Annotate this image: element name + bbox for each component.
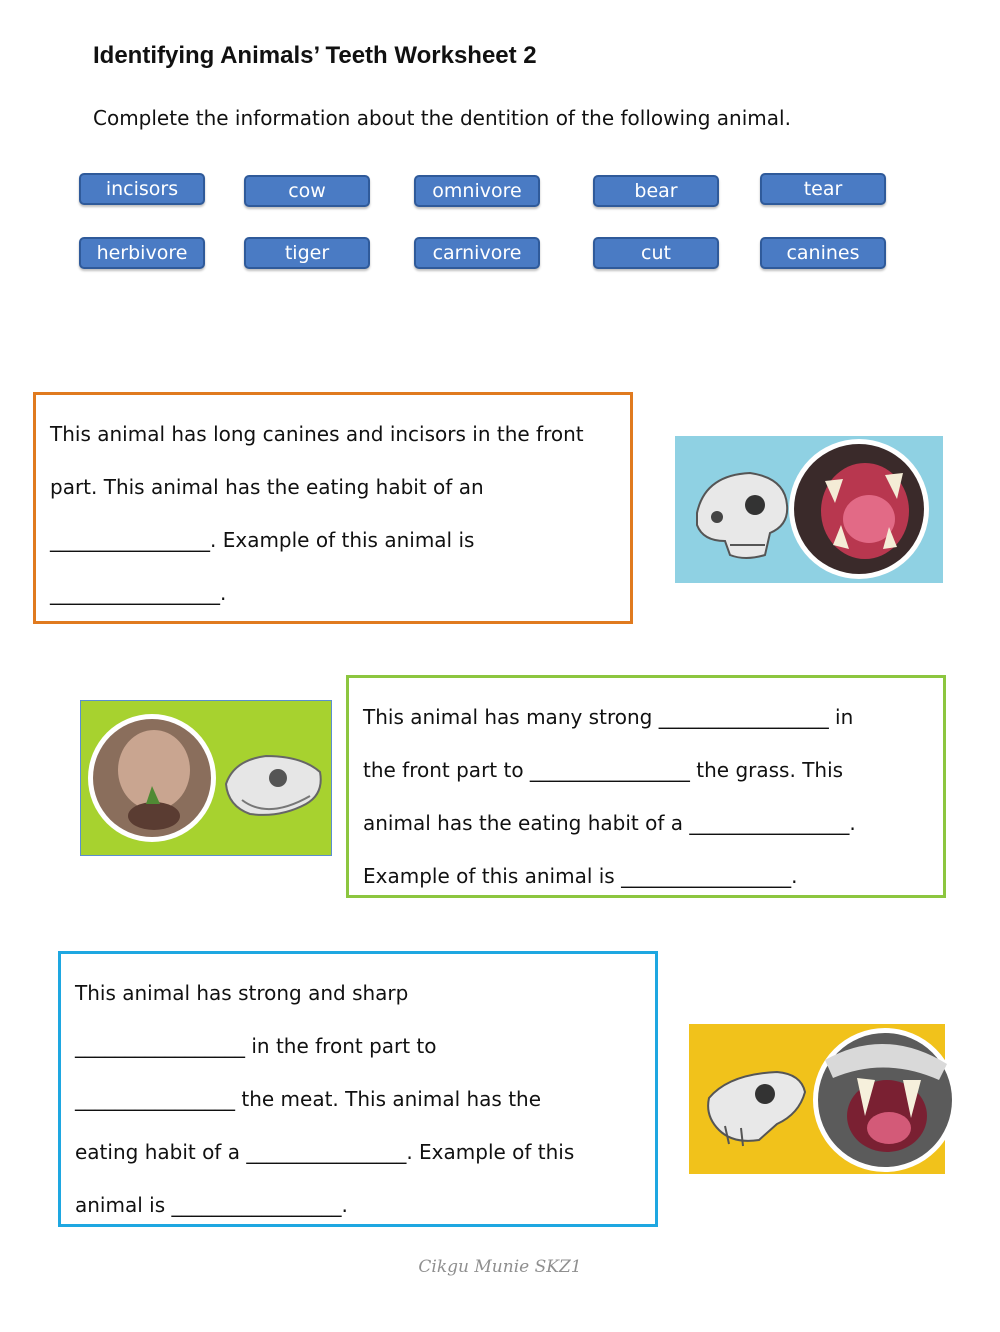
instruction-text: Complete the information about the dentition of the following animal.	[93, 106, 791, 130]
question-box-herbivore	[346, 675, 946, 898]
question-line: This animal has long canines and incisors in the front	[50, 422, 584, 446]
word-button-omnivore[interactable]: omnivore	[414, 175, 540, 207]
question-line[interactable]: animal has the eating habit of a ________________.	[363, 811, 856, 835]
question-box-carnivore	[58, 951, 658, 1227]
page-title: Identifying Animals’ Teeth Worksheet 2	[93, 42, 537, 69]
bear-teeth-image	[675, 433, 943, 583]
question-line[interactable]: eating habit of a ________________. Example of this	[75, 1140, 575, 1164]
word-button-tiger[interactable]: tiger	[244, 237, 370, 269]
question-line[interactable]: _________________.	[50, 581, 227, 605]
question-line[interactable]: This animal has many strong _________________ in	[363, 705, 854, 729]
cow-teeth-image	[80, 700, 332, 856]
question-line[interactable]: animal is _________________.	[75, 1193, 348, 1217]
word-button-carnivore[interactable]: carnivore	[414, 237, 540, 269]
question-line[interactable]: _________________ in the front part to	[75, 1034, 437, 1058]
question-line: This animal has strong and sharp	[75, 981, 409, 1005]
word-button-cow[interactable]: cow	[244, 175, 370, 207]
word-button-tear[interactable]: tear	[760, 173, 886, 205]
word-button-cut[interactable]: cut	[593, 237, 719, 269]
question-line[interactable]: the front part to ________________ the grass. This	[363, 758, 844, 782]
word-button-herbivore[interactable]: herbivore	[79, 237, 205, 269]
footer-credit: Cikgu Munie SKZ1	[418, 1257, 582, 1277]
question-line[interactable]: Example of this animal is _________________.	[363, 864, 798, 888]
question-line: part. This animal has the eating habit of an	[50, 475, 484, 499]
word-button-incisors[interactable]: incisors	[79, 173, 205, 205]
tiger-teeth-image	[689, 1020, 959, 1174]
question-box-omnivore	[33, 392, 633, 624]
word-button-canines[interactable]: canines	[760, 237, 886, 269]
question-line[interactable]: ________________ the meat. This animal has the	[75, 1087, 542, 1111]
question-line[interactable]: ________________. Example of this animal is	[50, 528, 475, 552]
word-button-bear[interactable]: bear	[593, 175, 719, 207]
